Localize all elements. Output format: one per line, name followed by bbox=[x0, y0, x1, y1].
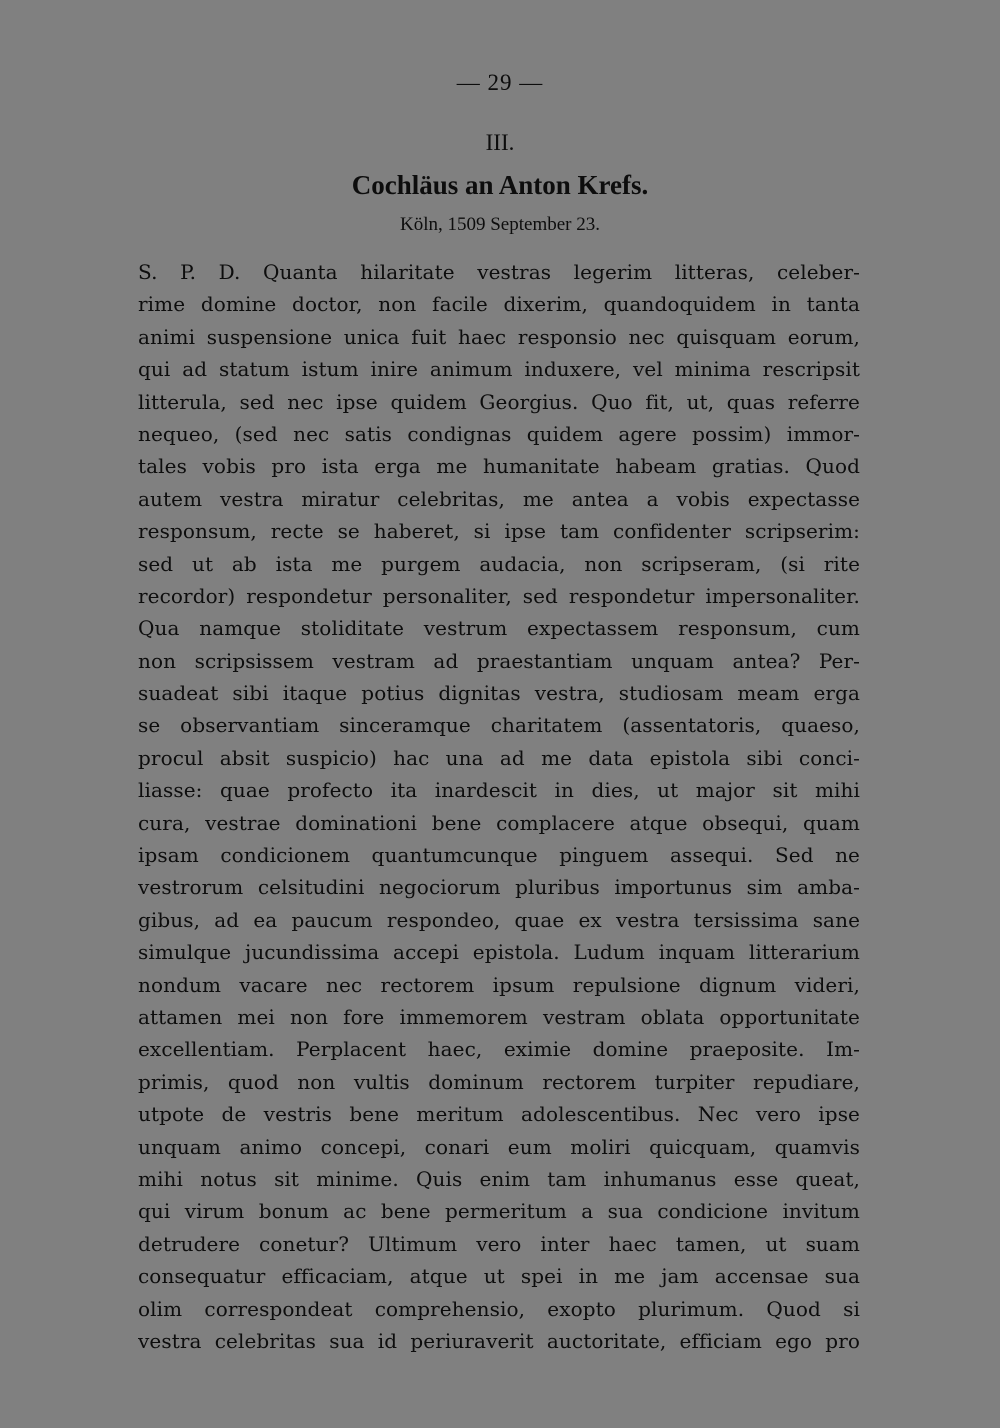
body-line: simulque jucundissima accepi epistola. Ludum inquam litterarium bbox=[138, 940, 860, 965]
body-line: cura, vestrae dominationi bene complacere atque obsequi, quam bbox=[138, 810, 860, 835]
body-line: nondum vacare nec rectorem ipsum repulsione dignum videri, bbox=[138, 972, 860, 997]
section-number: III. bbox=[485, 130, 515, 155]
body-line: non scripsissem vestram ad praestantiam unquam antea? Per- bbox=[138, 648, 860, 673]
body-line: excellentiam. Perplacent haec, eximie domine praeposite. Im- bbox=[138, 1037, 860, 1062]
body-line: primis, quod non vultis dominum rectorem turpiter repudiare, bbox=[138, 1069, 860, 1094]
body-line: se observantiam sinceramque charitatem (assentatoris, quaeso, bbox=[138, 713, 860, 738]
body-line: vestra celebritas sua id periuraverit auctoritate, efficiam ego pro bbox=[138, 1328, 860, 1353]
body-line: tales vobis pro ista erga me humanitate habeam gratias. Quod bbox=[138, 454, 860, 479]
body-line: rime domine doctor, non facile dixerim, quandoquidem in tanta bbox=[138, 292, 860, 317]
body-line: vestrorum celsitudini negociorum pluribus importunus sim amba- bbox=[138, 875, 860, 900]
body-line: olim correspondeat comprehensio, exopto plurimum. Quod si bbox=[138, 1296, 860, 1321]
dateline: Köln, 1509 September 23. bbox=[399, 214, 600, 235]
body-line: utpote de vestris bene meritum adolescentibus. Nec vero ipse bbox=[138, 1102, 860, 1127]
body-line: detrudere conetur? Ultimum vero inter haec tamen, ut suam bbox=[138, 1231, 860, 1256]
body-line: litterula, sed nec ipse quidem Georgius. Quo fit, ut, quas referre bbox=[138, 389, 860, 414]
body-line: S. P. D. Quanta hilaritate vestras legerim litteras, celeber- bbox=[138, 260, 860, 284]
body-line: unquam animo concepi, conari eum moliri quicquam, quamvis bbox=[138, 1134, 860, 1159]
body-line: animi suspensione unica fuit haec responsio nec quisquam eorum, bbox=[138, 324, 860, 349]
body-line: responsum, recte se haberet, si ipse tam confidenter scripserim: bbox=[138, 519, 860, 544]
body-line: consequatur efficaciam, atque ut spei in me jam accensae sua bbox=[138, 1264, 860, 1289]
body-line: mihi notus sit minime. Quis enim tam inhumanus esse queat, bbox=[138, 1166, 860, 1191]
body-line: nequeo, (sed nec satis condignas quidem agere possim) immor- bbox=[138, 421, 860, 446]
body-line: suadeat sibi itaque potius dignitas vestra, studiosam meam erga bbox=[138, 681, 860, 706]
body-line: ipsam condicionem quantumcunque pinguem assequi. Sed ne bbox=[138, 843, 860, 868]
body-line: qui ad statum istum inire animum induxere, vel minima rescripsit bbox=[138, 357, 860, 382]
letter-body bbox=[138, 256, 860, 1357]
body-line: Qua namque stoliditate vestrum expectassem responsum, cum bbox=[138, 616, 860, 641]
body-line: qui virum bonum ac bene permeritum a sua condicione invitum bbox=[138, 1199, 860, 1224]
body-line: autem vestra miratur celebritas, me antea a vobis expectasse bbox=[138, 486, 860, 511]
body-line: sed ut ab ista me purgem audacia, non scripseram, (si rite bbox=[138, 551, 860, 576]
body-line: gibus, ad ea paucum respondeo, quae ex vestra tersissima sane bbox=[138, 907, 860, 932]
body-line: recordor) respondetur personaliter, sed respondetur impersonaliter. bbox=[138, 583, 860, 608]
body-line: attamen mei non fore immemorem vestram oblata opportunitate bbox=[138, 1004, 860, 1029]
body-line: procul absit suspicio) hac una ad me data epistola sibi conci- bbox=[138, 745, 860, 770]
letter-title: Cochläus an Anton Krefs. bbox=[351, 170, 649, 200]
page-number: — 29 — bbox=[456, 70, 544, 95]
body-line: liasse: quae profecto ita inardescit in dies, ut major sit mihi bbox=[138, 778, 860, 803]
